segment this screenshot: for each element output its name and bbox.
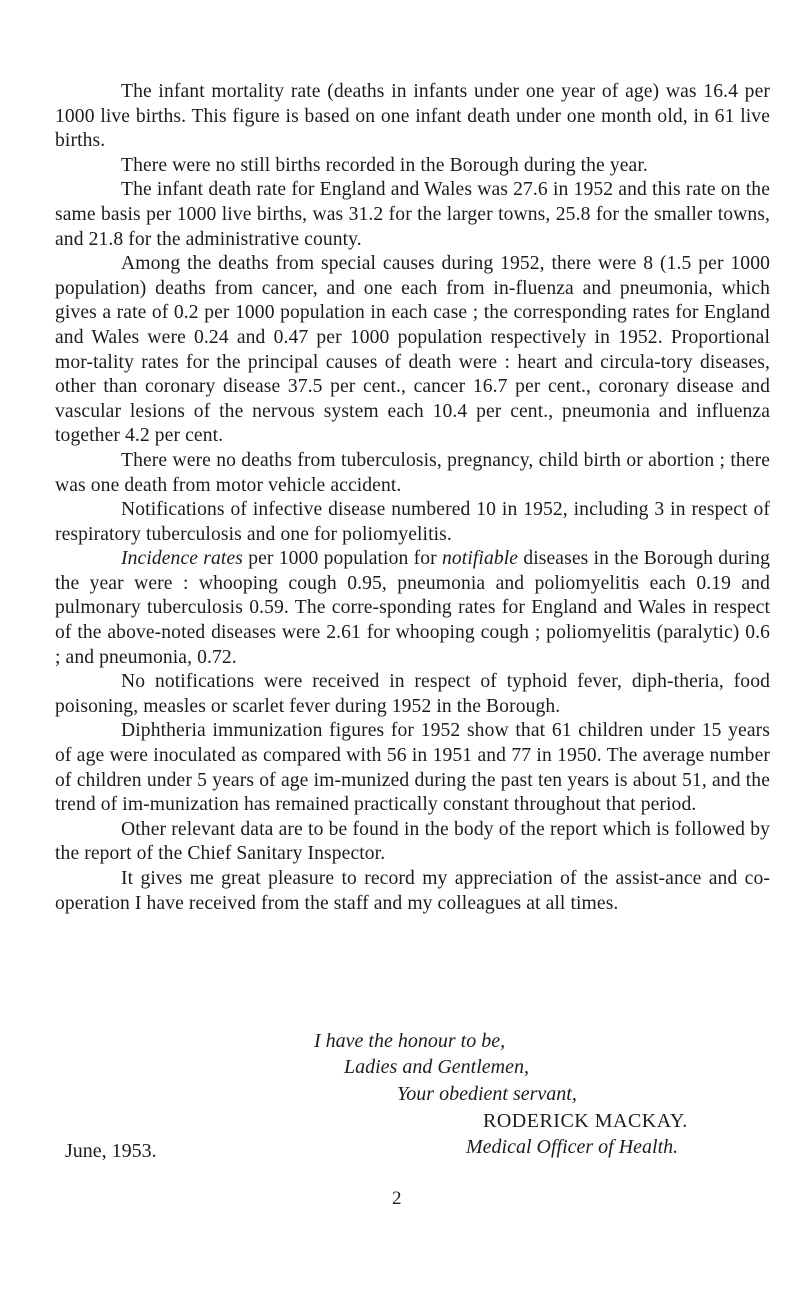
paragraph-incidence-rates [55, 547, 770, 670]
paragraph-special-causes: Among the deaths from special causes during 1952, there were 8 (1.5 per 1000 population) deaths from cancer, and one each from in-fluenza and pneumonia, which gives a rate of 0.2 per 1000 population in each case ; the corresponding rates for England and Wales were 0.24 and 0.47 per 1000 population respectively in 1952. Proportional mor-tality rates for the principal causes of death were : heart and circula-tory diseases, other than coronary disease 37.5 per cent., cancer 16.7 per cent., coronary disease and vascular lesions of the nervous system each 10.4 per cent., pneumonia and influenza together 4.2 per cent. [55, 253, 770, 447]
paragraph-infant-mortality: The infant mortality rate (deaths in infants under one year of age) was 16.4 per 1000 live births. This figure is based on one infant death under one month old, in 61 live births. [55, 81, 770, 152]
paragraph-still-births: There were no still births recorded in the Borough during the year. [121, 154, 648, 176]
incidence-rest: diseases in the Borough during the year were : whooping cough 0.95, pneumonia and poliomyelitis each 0.19 and pulmonary tuberculosis 0.59. The corre-sponding rates for England and Wales in respect of the above-noted diseases were 2.61 for whooping cough ; poliomyelitis (paralytic) 0.6 ; and pneumonia, 0.72. [55, 548, 770, 668]
paragraph-other-data: Other relevant data are to be found in the body of the report which is followed by the report of the Chief Sanitary Inspector. [55, 818, 770, 865]
closing-servant: Your obedient servant, [397, 1083, 577, 1105]
paragraph-no-notifications: No notifications were received in respect of typhoid fever, diph-theria, food poisoning, measles or scarlet fever during 1952 in the Borough. [55, 671, 770, 717]
incidence-notifiable: notifiable [442, 548, 519, 570]
signature-name: RODERICK MACKAY. [483, 1110, 688, 1132]
paragraph-no-deaths: There were no deaths from tuberculosis, pregnancy, child birth or abortion ; there was one death from motor vehicle accident. [55, 449, 770, 496]
closing-salutation: Ladies and Gentlemen, [344, 1056, 529, 1078]
paragraph-appreciation: It gives me great pleasure to record my appreciation of the assist-ance and co-operation I have received from the staff and my colleagues at all times. [55, 868, 770, 914]
closing-honour: I have the honour to be, [314, 1030, 506, 1052]
report-body [55, 80, 770, 916]
paragraph-notifications: Notifications of infective disease numbered 10 in 1952, including 3 in respect of respiratory tuberculosis and one for poliomyelitis. [55, 499, 770, 545]
incidence-mid: per 1000 population for [242, 548, 442, 570]
page-number: 2 [392, 1188, 402, 1209]
paragraph-national-infant-rate: The infant death rate for England and Wales was 27.6 in 1952 and this rate on the same basis per 1000 live births, was 31.2 for the larger towns, 25.8 for the smaller towns, and 21.8 for the administrative county. [55, 179, 770, 250]
report-date: June, 1953. [65, 1140, 157, 1162]
incidence-lead: Incidence rates [121, 548, 243, 570]
signature-title: Medical Officer of Health. [466, 1136, 679, 1158]
paragraph-diphtheria: Diphtheria immunization figures for 1952 show that 61 children under 15 years of age were inoculated as compared with 56 in 1951 and 77 in 1950. The average number of children under 5 years of age im-munized during the past ten years is about 51, and the trend of im-munization has remained practically constant throughout that period. [55, 720, 770, 816]
